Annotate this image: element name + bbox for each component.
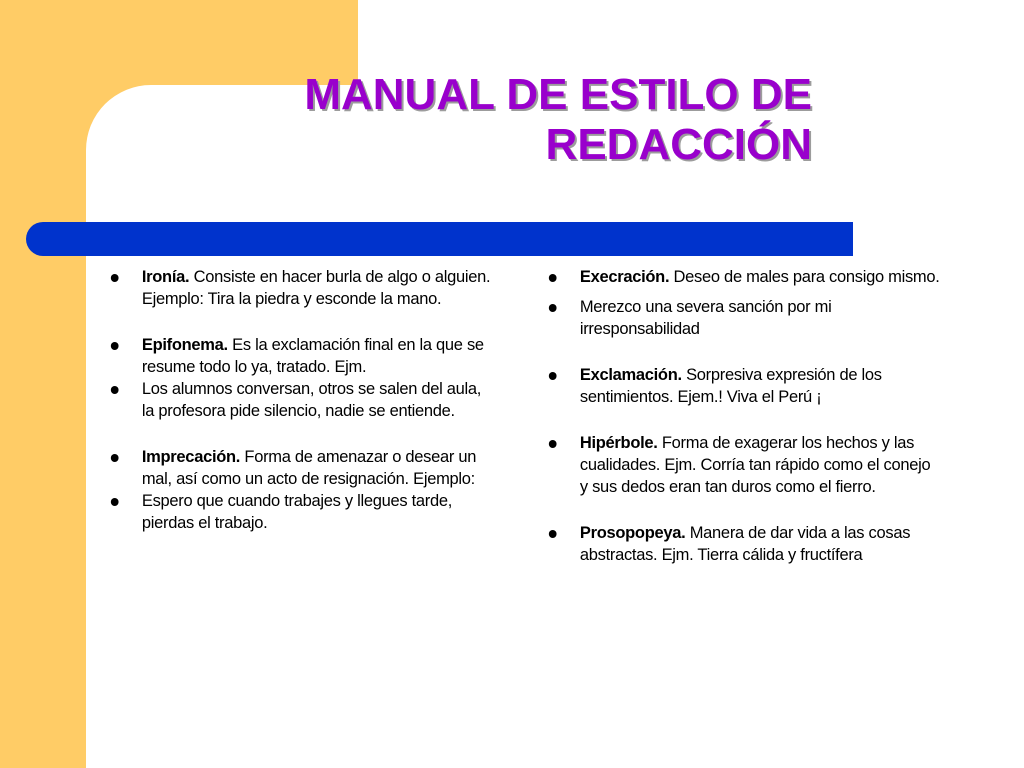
bullet-term: Hipérbole.	[579, 433, 658, 452]
bullet-term: Epifonema.	[141, 335, 228, 354]
bullet-text: Espero que cuando trabajes y llegues tarde, pierdas el trabajo.	[141, 491, 453, 532]
bullet-term: Exclamación.	[579, 365, 682, 384]
bullet-item	[105, 266, 493, 310]
bullet-item	[543, 522, 941, 566]
bullet-item	[543, 364, 941, 408]
bullet-term: Execración.	[579, 267, 670, 286]
bullet-text: Forma de exagerar los hechos y las cualidades. Ejm. Corría tan rápido como el conejo y sus dedos eran tan duros como el fierro.	[579, 433, 931, 496]
bullet-term: Prosopopeya.	[579, 523, 686, 542]
slide-title-line-2: REDACCIÓN	[545, 120, 812, 169]
title-underline-bar	[26, 222, 853, 256]
slide-title	[172, 70, 812, 170]
bullet-item	[105, 446, 493, 490]
bullet-item	[105, 490, 493, 534]
bullet-term: Ironía.	[141, 267, 190, 286]
left-column	[105, 266, 505, 534]
bullet-text: Consiste en hacer burla de algo o alguien. Ejemplo: Tira la piedra y esconde la mano.	[141, 267, 491, 308]
bullet-term: Imprecación.	[141, 447, 241, 466]
right-bullet-list	[543, 266, 953, 566]
left-bullet-list	[105, 266, 505, 534]
bullet-text: Sorpresiva expresión de los sentimientos. Ejem.! Viva el Perú ¡	[579, 365, 882, 406]
bullet-item	[105, 334, 493, 378]
right-column	[543, 266, 953, 566]
bullet-text: Los alumnos conversan, otros se salen del aula, la profesora pide silencio, nadie se entiende.	[141, 379, 482, 420]
bullet-item	[543, 296, 941, 340]
slide-title-line-1: MANUAL DE ESTILO DE	[304, 70, 812, 119]
bullet-item	[543, 432, 941, 498]
bullet-item	[543, 266, 941, 288]
bullet-text: Merezco una severa sanción por mi irresponsabilidad	[579, 297, 832, 338]
bullet-text: Deseo de males para consigo mismo.	[673, 267, 940, 286]
bullet-item	[105, 378, 493, 422]
bullet-text: Manera de dar vida a las cosas abstractas. Ejm. Tierra cálida y fructífera	[579, 523, 911, 564]
bullet-text: Forma de amenazar o desear un mal, así como un acto de resignación. Ejemplo:	[141, 447, 477, 488]
bullet-text: Es la exclamación final en la que se resume todo lo ya, tratado. Ejm.	[141, 335, 484, 376]
